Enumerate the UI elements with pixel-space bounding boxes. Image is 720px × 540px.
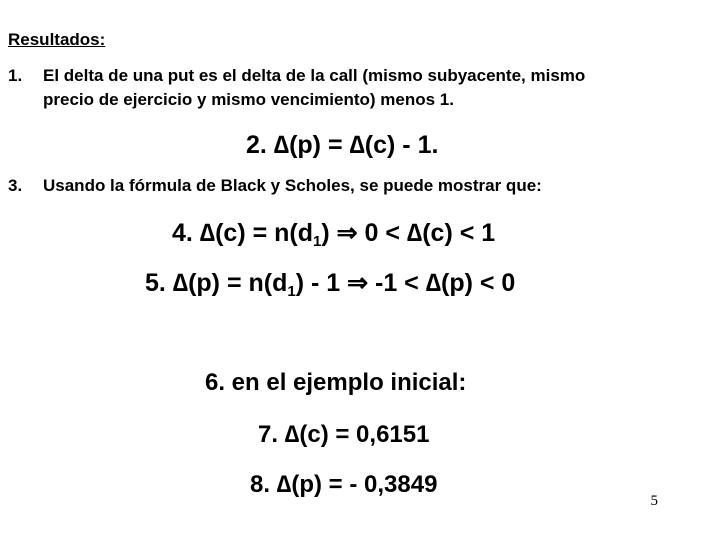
formula-4 [172,218,495,250]
section-heading: Resultados: [8,30,106,49]
list-item-1 [0,64,720,114]
formula-4-lhs: 4. ∆(c) = n(d [172,219,314,247]
formula-5-lhs: 5. ∆(p) = n(d [145,269,288,297]
subscript: 1 [287,283,296,300]
list-text-line-2: precio de ejercicio y mismo vencimiento) menos 1. [43,90,454,109]
list-number: 1. [8,66,23,85]
formula-2: 2. ∆(p) = ∆(c) - 1. [246,131,439,159]
formula-8: 8. ∆(p) = - 0,3849 [250,471,438,498]
formula-4-rhs: ) ⇒ 0 < ∆(c) < 1 [321,219,496,247]
formula-7: 7. ∆(c) = 0,6151 [258,421,430,448]
list-number: 3. [8,176,23,195]
formula-5-rhs: ) - 1 ⇒ -1 < ∆(p) < 0 [295,269,516,297]
list-item-3 [0,174,720,200]
formula-6: 6. en el ejemplo inicial: [205,369,467,396]
formula-5 [145,268,515,300]
subscript: 1 [313,233,322,250]
list-text-line-1: Usando la fórmula de Black y Scholes, se puede mostrar que: [43,176,542,195]
list-text-line-1: El delta de una put es el delta de la call (mismo subyacente, mismo [43,66,586,85]
slide-number: 5 [650,493,658,509]
